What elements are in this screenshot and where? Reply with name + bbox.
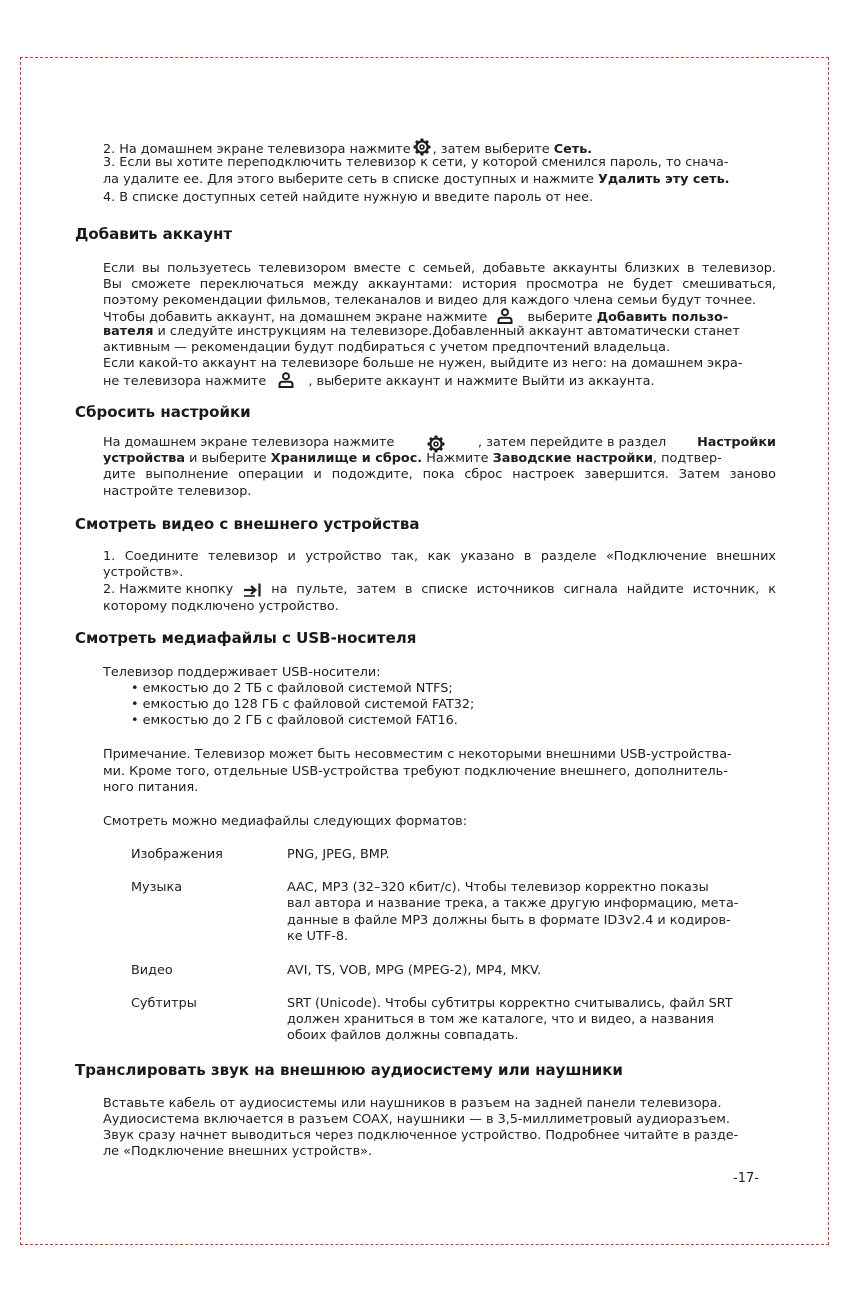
reset-line: устройства и выберите Хранилище и сброс. Нажмите Заводские настройки, подтвер-	[103, 451, 722, 466]
add-account-line: Если вы пользуетесь телевизором вместе с семьей, добавьте аккаунты близких в телевизор.	[103, 261, 776, 276]
usb-intro: Телевизор поддерживает USB-носители:	[103, 665, 381, 680]
add-account-line: вателя и следуйте инструкциям на телевизоре.Добавленный аккаунт автоматически станет	[103, 324, 740, 339]
audio-line: Звук сразу начнет выводиться через подключенное устройство. Подробнее читайте в разде-	[103, 1128, 739, 1143]
page-number: -17-	[733, 1171, 759, 1186]
format-value: обоих файлов должны совпадать.	[287, 1028, 519, 1043]
format-value: вал автора и название трека, а также другую информацию, мета-	[287, 896, 739, 911]
list-item: • емкостью до 2 ГБ с файловой системой FAT16.	[131, 713, 458, 728]
external-line: 2. Нажмите кнопку на пульте, затем в списке источников сигнала найдите источник, к	[103, 582, 776, 597]
format-value: ке UTF-8.	[287, 929, 349, 944]
format-label: Музыка	[131, 880, 183, 895]
add-account-line: поэтому рекомендации фильмов, телеканалов и видео для каждого члена семьи будут точнее.	[103, 293, 757, 308]
network-step-3-line2: ла удалите ее. Для этого выберите сеть в списке доступных и нажмите Удалить эту сеть.	[103, 172, 730, 187]
external-line: которому подключено устройство.	[103, 599, 339, 614]
usb-note-line: ного питания.	[103, 780, 199, 795]
add-account-line: Вы сможете переключаться между аккаунтами: история просмотра не будет смешиваться,	[103, 277, 776, 292]
formats-intro: Смотреть можно медиафайлы следующих форматов:	[103, 814, 468, 829]
format-label: Субтитры	[131, 996, 197, 1011]
format-value: AAC, MP3 (32–320 кбит/с). Чтобы телевизор корректно показы	[287, 880, 709, 895]
network-step-3-line1: 3. Если вы хотите переподключить телевизор к сети, у которой сменился пароль, то снача-	[103, 155, 729, 170]
user-icon	[497, 308, 513, 324]
format-value: PNG, JPEG, BMP.	[287, 847, 390, 862]
audio-line: ле «Подключение внешних устройств».	[103, 1144, 373, 1159]
heading-usb-media: Смотреть медиафайлы с USB-носителя	[75, 629, 417, 647]
add-account-line: Если какой-то аккаунт на телевизоре больше не нужен, выйдите из него: на домашнем экра-	[103, 356, 743, 371]
usb-note-line: Примечание. Телевизор может быть несовместим с некоторыми внешними USB-устройства-	[103, 747, 732, 762]
format-value: данные в файле MP3 должны быть в формате ID3v2.4 и кодиров-	[287, 913, 731, 928]
gear-icon	[413, 138, 431, 156]
reset-line: дите выполнение операции и подождите, пока сброс настроек завершится. Затем заново	[103, 467, 776, 482]
heading-external-video: Смотреть видео с внешнего устройства	[75, 515, 420, 533]
format-label: Изображения	[131, 847, 223, 862]
audio-line: Вставьте кабель от аудиосистемы или наушников в разъем на задней панели телевизора.	[103, 1096, 722, 1111]
format-value: SRT (Unicode). Чтобы субтитры корректно считывались, файл SRT	[287, 996, 733, 1011]
usb-note-line: ми. Кроме того, отдельные USB-устройства требуют подключение внешнего, дополнитель-	[103, 764, 728, 779]
reset-line: На домашнем экране телевизора нажмите , затем перейдите в раздел Настройки	[103, 435, 776, 453]
reset-line: настройте телевизор.	[103, 484, 252, 499]
format-label: Видео	[131, 963, 173, 978]
add-account-line: не телевизора нажмите , выберите аккаунт и нажмите Выйти из аккаунта.	[103, 374, 655, 389]
network-step-2: 2. На домашнем экране телевизора нажмите , затем выберите Сеть.	[103, 138, 592, 158]
heading-audio-output: Транслировать звук на внешнюю аудиосистему или наушники	[75, 1061, 623, 1079]
format-value: должен храниться в том же каталоге, что и видео, а названия	[287, 1012, 714, 1027]
heading-add-account: Добавить аккаунт	[75, 225, 233, 243]
external-line: 1. Соедините телевизор и устройство так, как указано в разделе «Подключение внешних	[103, 549, 776, 564]
user-icon	[278, 372, 294, 388]
add-account-line: Чтобы добавить аккаунт, на домашнем экране нажмите выберите Добавить пользо-	[103, 310, 729, 325]
format-value: AVI, TS, VOB, MPG (MPEG-2), MP4, MKV.	[287, 963, 542, 978]
heading-reset-settings: Сбросить настройки	[75, 403, 251, 421]
network-step-4: 4. В списке доступных сетей найдите нужную и введите пароль от нее.	[103, 190, 594, 205]
list-item: • емкостью до 2 ТБ с файловой системой NTFS;	[131, 681, 453, 696]
audio-line: Аудиосистема включается в разъем COAX, наушники — в 3,5-миллиметровый аудиоразъем.	[103, 1112, 730, 1127]
input-source-icon	[243, 583, 261, 597]
add-account-line: активным — рекомендации будут подбираться с учетом предпочтений владельца.	[103, 340, 671, 355]
external-line: устройств».	[103, 565, 184, 580]
list-item: • емкостью до 128 ГБ с файловой системой FAT32;	[131, 697, 475, 712]
